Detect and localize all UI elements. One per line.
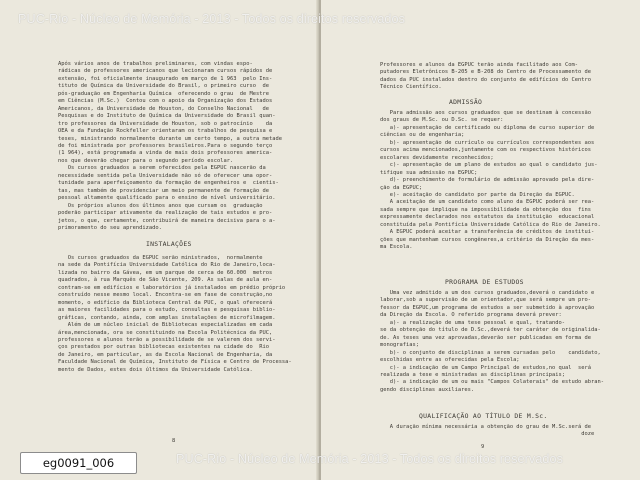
left-page-number: 8 — [172, 438, 176, 444]
left-page-intro-text: Após vários anos de trabalhos preliminares, com vindas espo- rádicas de professores americanos que lecionaram cursos rápidos de extensão, foi oficialmente inaugurado em março de 1 963 pelo Ins- tituto de Química da Universidade do Brasil, o primeiro curso de pós-graduação em Engenharia Química oferecendo o grau de Mestre em Ciências (M.Sc.) Contou com o apoio da Organização dos Estados Americanos, da Universidade de Houston, do Conselho Nacional de Pesquisas e do Instituto de Química da Universidade do Brasil quan- tro professores da Universidade de Houston, sob o patrocínio da OEA e da Fundação Rockfeller orientaram os trabalhos de pesquisa e teses, ministrando normalmente durante um certo tempo, a outra metade de foi ministrada por professores brasileiros.Para o segundo terço (1 964), está programada a vinda de mais dois professores america- nos que deverão chegar para o segundo período escolar. Os cursos graduados a serem oferecidos pela EGPUC nascerão da necessidade sentida pela Universidade não só de oferecer uma opor- tunidade para aperfeiçoamento da formação de engenheiros e cientis- tas, mas também de providenciar um meio permanente de formação de pessoal altamente qualificado para o ensino de nível universitário. Os próprios alunos dos últimos anos que cursam os graduação poderão participar ativamente da realização de tais estudos e pro- jetos, o que, certamente, contribuirá de maneira decisiva para o a- primoramento do seu aprendizado. — [58, 61, 282, 231]
watermark-top: PUC-Rio - Núcleo de Memória - 2013 - Todos os direitos reservados — [18, 12, 406, 26]
heading-admissao: ADMISSÃO — [449, 98, 483, 106]
left-page — [0, 0, 319, 480]
heading-instalacoes: INSTALAÇÕES — [146, 240, 192, 248]
heading-programa-de-estudos: PROGRAMA DE ESTUDOS — [445, 278, 524, 286]
right-page-intro-text: Professores e alunos da EGPUC terão ainda facilitado aos Com- putadores Eletrônicos B-205 e B-208 do Centro de Processamento de dados da PUC instalados dentro do conjunto de edifícios do Centro Técnico Científico. — [380, 62, 591, 91]
right-page-number: 9 — [481, 444, 485, 450]
qualificacao-text: A duração mínima necessária a obtenção do grau de M.Sc.será de doze — [389, 424, 595, 438]
programa-text: Uma vez admitido a um dos cursos graduados,deverá o candidato e laborar,sob a supervisão de um orientador,que será sempre um pro- fessor da EGPUC,um programa de estudos a ser submetido à aprovação da Direção da Escola. O referido programa deverá prever: a)- a realização de uma tese pessoal e qual, tratando- se da obtenção do título de D.Sc.,deverá ter caráter de originalida- de. As teses uma vez aprovadas,deverão ser publicadas em forma de monografias; b)- o conjunto de disciplinas a serem cursadas pelo candidato, escolhidas entre as oferecidas pela Escola; c)- a indicação de um Campo Principal de estudos,no qual será realizada a tese e ministradas as disciplinas principais; d)- a indicação de um ou mais "Campos Colaterais" de estudo abran- gendo disciplinas auxiliares. — [380, 290, 604, 393]
admissao-text: Para admissão aos cursos graduados que se destinam à concessão dos graus de M.Sc. ou D.Sc. se requer: a)- apresentação de certificado ou diploma de curso superior de ciências ou de engenharia; b)- apresentação de currículo ou currículos correspondentes aos cursos acima mencionados,juntamente com os respectivos históricos escolares devidamente reconhecidos; c)- apresentação de um plano de estudos ao qual o candidato jus- tifique sua admissão na EGPUC; d)- preenchimento de formulário de admissão aprovado pela dire- ção da EGPUC; e)- aceitação do candidato por parte da Direção da EGPUC. A aceitação de um candidato como aluno da EGPUC poderá ser rea- sada sempre que implique na impossibilidade da obtenção dos fins expressamente declarados nos estatutos da instituição educacional constituída pela Pontifícia Universidade Católica do Rio de Janeiro. A EGPUC poderá aceitar a transferência de créditos de institui- ções que mantenham cursos congêneres,a critério da Direção da mes- ma Escola. — [380, 110, 601, 251]
watermark-bottom: PUC-Rio - Núcleo de Memória - 2013 - Todos os direitos reservados — [176, 452, 564, 466]
heading-qualificacao: QUALIFICAÇÃO AO TÍTULO DE M.Sc. — [419, 412, 548, 420]
left-page-instalacoes-text: Os cursos graduados da EGPUC serão ministrados, normalmente na sede da Pontifícia Universidade Católica do Rio de Janeiro,loca- lizada no bairro da Gávea, em um parque de cerca de 60.000 metros quadrados, à rua Marquês de São Vicente, 209. As salas de aula en- contram-se em edifícios e laboratórios já instalados em prédio próprio construído nesse mesmo local. Encontra-se em fase de construção,no momento, o edifício da Biblioteca Central da PUC, o qual oferecerá as maiores facilidades para o estudo, consultas e pesquisas biblio- gráficas, contando, ainda, com amplas instalações de microfilmagem. Além de um núcleo inicial de Bibliotecas especializadas em cada área,mencionada, ora se constituindo na Escola Politécnica da PUC, professores e alunos terão a possibilidade de se valerem dos servi- ços prestados por outras bibliotecas existentes na cidade do Rio de Janeiro, em particular, as da Escola Nacional de Engenharia, da Faculdade Nacional de Química, Instituto de Física e Centro de Processa- mento de Dados, estes dois últimos da Universidade Católica. — [58, 255, 292, 373]
right-page — [321, 0, 640, 480]
image-id-label: eg0091_006 — [20, 452, 137, 474]
